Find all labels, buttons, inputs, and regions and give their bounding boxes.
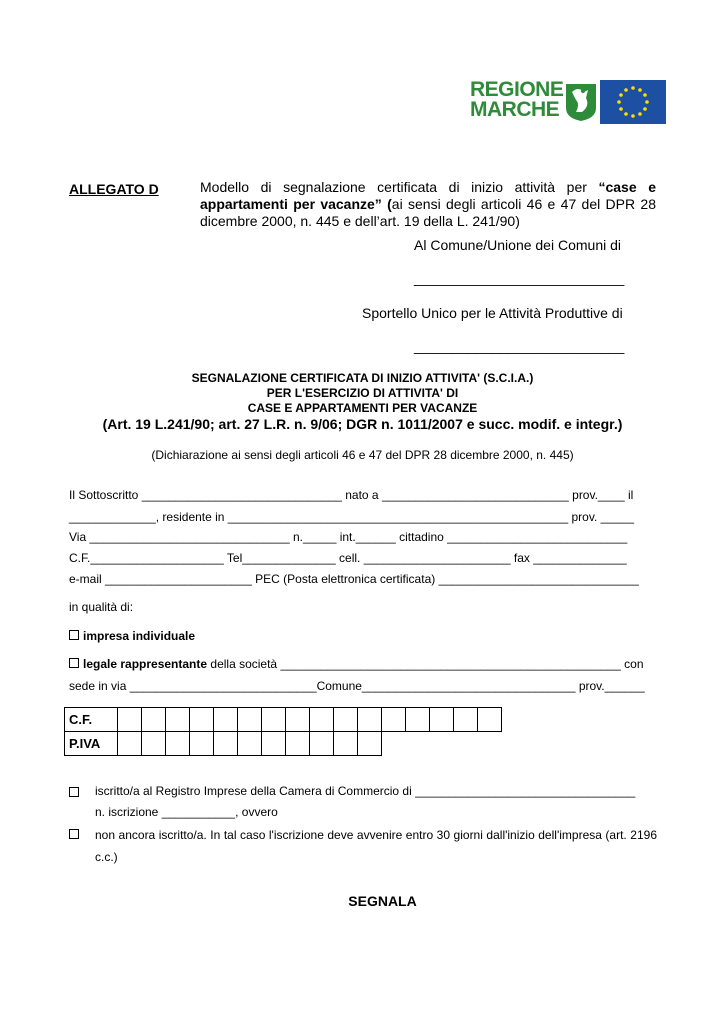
cf-cell[interactable] [214,708,238,732]
piva-cell[interactable] [334,732,358,756]
piva-cell[interactable] [118,732,142,756]
description-bold: “case e appartamenti per vacanze” ( [200,179,656,212]
title-line4: (Art. 19 L.241/90; art. 27 L.R. n. 9/06; DGR n. 1011/2007 e succ. modif. e integr.) [102,416,623,432]
piva-cell[interactable] [262,732,286,756]
sede-row[interactable]: sede in via ____________________________Comune________________________________ prov.______ [69,679,645,693]
impresa-label: impresa individuale [83,629,196,643]
cf-cell[interactable] [310,708,334,732]
cf-cell[interactable] [430,708,454,732]
piva-cell[interactable] [238,732,262,756]
form-row-sottoscritto[interactable]: Il Sottoscritto ______________________________ nato a ____________________________ prov.____ il [69,488,634,502]
form-row-residenza[interactable]: _____________, residente in ___________________________________________________ prov. _____ [69,510,634,524]
sportello-field[interactable]: ___________________________ [414,338,625,354]
impresa-checkbox[interactable] [69,630,79,640]
cf-cell[interactable] [262,708,286,732]
piva-cell[interactable] [166,732,190,756]
cf-cell[interactable] [238,708,262,732]
non-iscritto-checkbox[interactable] [69,829,79,839]
title-subtitle: (Dichiarazione ai sensi degli articoli 46 e 47 del DPR 28 dicembre 2000, n. 445) [151,448,574,462]
logo-line2: MARCHE [470,98,560,121]
cf-cell[interactable] [478,708,502,732]
description-plain-2: ai sensi degli articoli 46 e 47 del DPR 28 dicembre 2000, n. 445 e dell’art. 19 della L. 241/90) [200,196,656,229]
cf-cell[interactable] [382,708,406,732]
cf-grid [64,707,502,732]
description-plain-1: Modello di segnalazione certificata di inizio attività per [200,179,599,195]
legale-checkbox[interactable] [69,658,79,668]
marche-emblem-icon [564,82,598,122]
title-line1: SEGNALAZIONE CERTIFICATA DI INIZIO ATTIVITA' (S.C.I.A.) [191,371,534,385]
cf-cell[interactable] [166,708,190,732]
cf-cell[interactable] [286,708,310,732]
form-row-email[interactable]: e-mail ______________________ PEC (Posta elettronica certificata) ______________________________ [69,572,639,586]
legale-label: legale rappresentante [83,657,208,671]
piva-cell[interactable] [142,732,166,756]
cf-cell[interactable] [118,708,142,732]
piva-cell[interactable] [358,732,382,756]
cf-cell[interactable] [334,708,358,732]
cf-cell[interactable] [358,708,382,732]
model-description [200,179,656,230]
piva-label: P.IVA [65,732,118,756]
cf-label: C.F. [65,708,118,732]
comune-field[interactable]: ___________________________ [414,270,625,286]
in-qualita-label: in qualità di: [69,600,134,614]
sportello-label: Sportello Unico per le Attività Produttive di [362,305,623,321]
cf-cell[interactable] [142,708,166,732]
piva-grid [64,731,382,756]
eu-flag-icon [600,80,666,124]
cf-cell[interactable] [190,708,214,732]
regione-marche-logo [470,80,656,124]
non-iscritto-text: non ancora iscritto/a. In tal caso l'iscrizione deve avvenire entro 30 giorni dall'inizio dell'impresa (art. 2196 c.c.) [95,828,657,864]
piva-cell[interactable] [310,732,334,756]
comune-label: Al Comune/Unione dei Comuni di [414,237,621,253]
piva-cell[interactable] [190,732,214,756]
impresa-individuale-option[interactable] [69,629,195,643]
iscritto-checkbox[interactable] [69,787,79,797]
allegato-label: ALLEGATO D [69,181,159,197]
title-line2: PER L'ESERCIZIO DI ATTIVITA' DI [266,386,459,400]
title-line3: CASE E APPARTAMENTI PER VACANZE [247,401,478,415]
n-iscrizione-text[interactable]: n. iscrizione ___________, ovvero [95,805,278,819]
cf-cell[interactable] [454,708,478,732]
logo-line1: REGIONE [470,78,564,101]
cf-cell[interactable] [406,708,430,732]
form-row-via[interactable]: Via ______________________________ n._____ int.______ cittadino ___________________________ [69,530,628,544]
legale-rappresentante-option[interactable] [69,657,644,671]
piva-cell[interactable] [214,732,238,756]
piva-cell[interactable] [286,732,310,756]
form-row-contatti[interactable]: C.F.____________________ Tel______________ cell. ______________________ fax ______________ [69,551,627,565]
societa-field[interactable]: della società ___________________________________________________ con [207,657,644,671]
iscritto-text[interactable]: iscritto/a al Registro Imprese della Camera di Commercio di _________________________________ [95,784,636,798]
segnala-heading: SEGNALA [348,893,417,909]
